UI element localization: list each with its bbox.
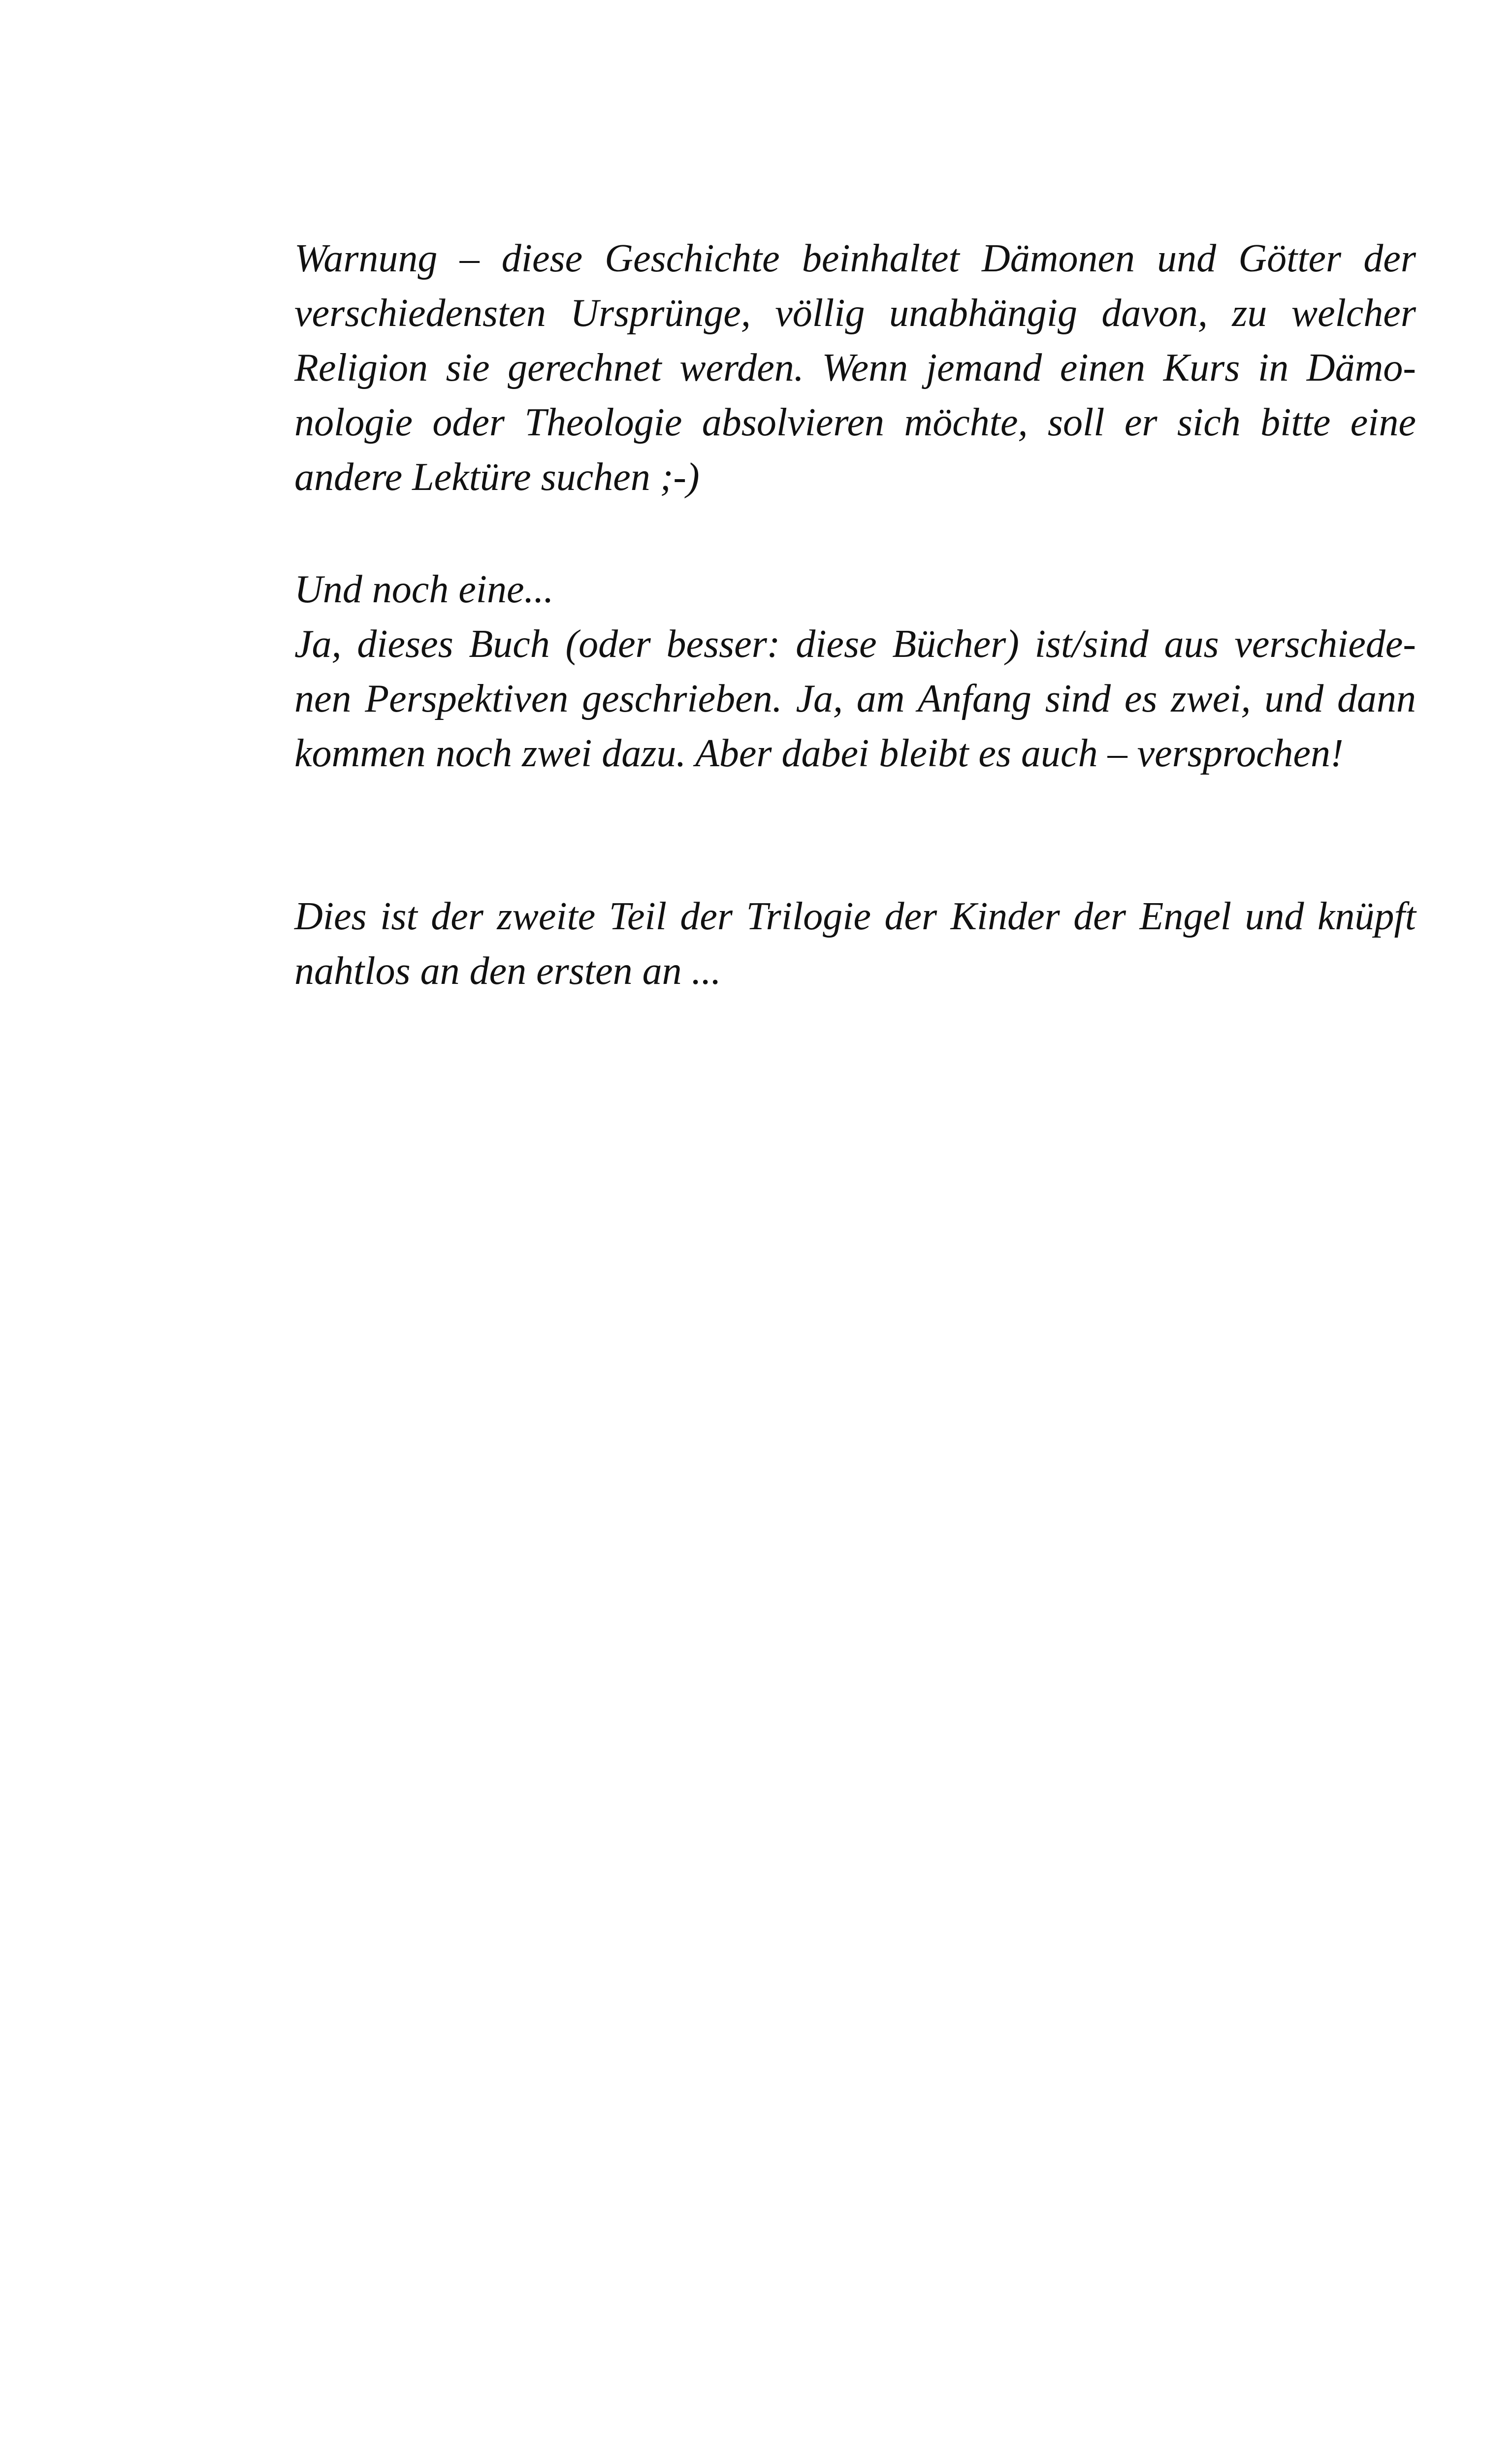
warning-line-3: Religion sie gerechnet werden. Wenn jemand einen Kurs in Dämo- (294, 346, 1416, 390)
warning-paragraph (294, 231, 1416, 505)
note-line-3: nen Perspektiven geschrieben. Ja, am Anfang sind es zwei, und dann (294, 677, 1416, 720)
note-line-4: kommen noch zwei dazu. Aber dabei bleibt es auch – versprochen! (294, 732, 1344, 775)
warning-line-2: verschiedensten Ursprünge, völlig unabhängig davon, zu welcher (294, 292, 1416, 335)
warning-line-1: Warnung – diese Geschichte beinhaltet Dämonen und Götter der (294, 237, 1416, 280)
note-paragraph (294, 562, 1416, 781)
sequel-line-1: Dies ist der zweite Teil der Trilogie der Kinder der Engel und knüpft (294, 895, 1416, 938)
warning-line-5: andere Lektüre suchen ;-) (294, 456, 700, 499)
note-line-2: Ja, dieses Buch (oder besser: diese Bücher) ist/sind aus verschiede- (294, 622, 1416, 666)
warning-line-4: nologie oder Theologie absolvieren möchte, soll er sich bitte eine (294, 401, 1416, 444)
note-heading: Und noch eine... (294, 568, 554, 611)
sequel-paragraph (294, 889, 1416, 999)
sequel-line-2: nahtlos an den ersten an ... (294, 949, 721, 993)
